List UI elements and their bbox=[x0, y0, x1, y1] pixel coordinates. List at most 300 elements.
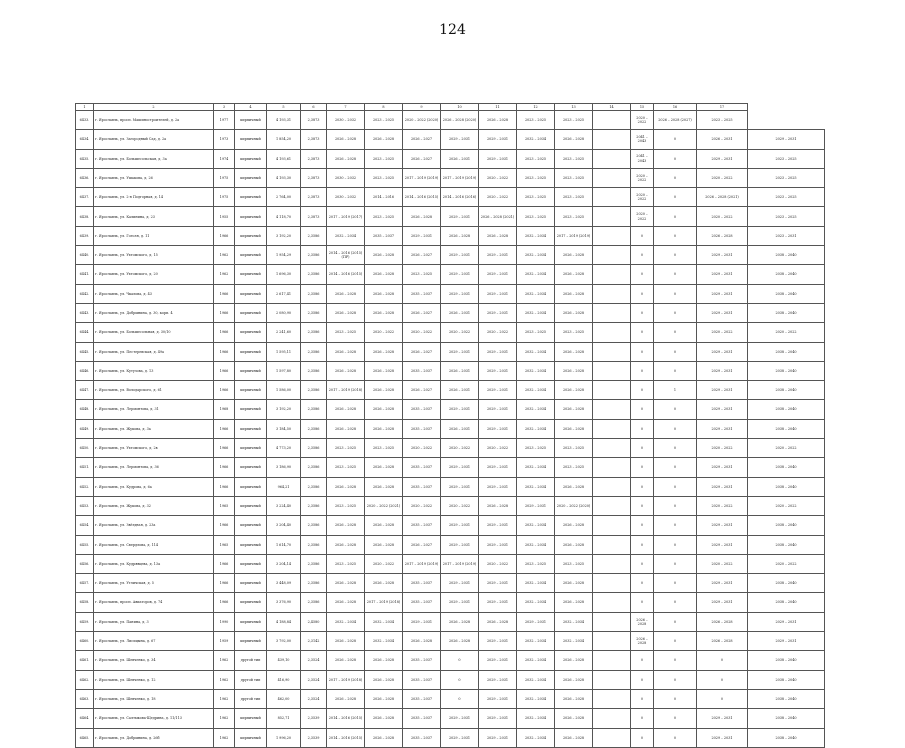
table-cell: 2014 – 2016 (2015)(ПР) bbox=[327, 246, 365, 265]
table-cell: кирпичный bbox=[235, 419, 267, 438]
table-cell: 2029 – 2031 bbox=[479, 516, 517, 535]
table-row bbox=[76, 535, 825, 554]
address-cell: г. Ярославль, ул. Добрынина, д. 30, корп. 4 bbox=[94, 303, 214, 322]
table-cell: 2,3586 bbox=[301, 593, 327, 612]
table-cell: 2026 – 2028 bbox=[441, 612, 479, 631]
table-cell: 2,3873 bbox=[301, 188, 327, 207]
table-cell-empty bbox=[593, 207, 631, 226]
table-cell: 2026 – 2028 bbox=[365, 535, 403, 554]
table-cell: 1 696,30 bbox=[267, 265, 301, 284]
table-cell: 2023 – 2025 bbox=[327, 458, 365, 477]
table-cell: 3 184,50 bbox=[267, 419, 301, 438]
table-cell: 0 bbox=[654, 188, 697, 207]
table-cell: 2026 – 2027 bbox=[403, 149, 441, 168]
column-header-11: 11 bbox=[479, 104, 517, 111]
table-row bbox=[76, 651, 825, 670]
table-cell: 2038 – 2040 bbox=[748, 709, 825, 728]
table-cell: 2029 – 2031 bbox=[697, 574, 748, 593]
table-cell: кирпичный bbox=[235, 381, 267, 400]
table-cell: 2032 – 2034 bbox=[365, 612, 403, 631]
table-cell: 2026 – 2028 bbox=[555, 246, 593, 265]
table-cell: 2035 – 2037 bbox=[403, 709, 441, 728]
table-cell: 2026 – 2028 bbox=[327, 574, 365, 593]
table-cell: 2,3873 bbox=[301, 130, 327, 149]
table-cell: 2035 – 2037 bbox=[403, 593, 441, 612]
table-cell: 2029 – 2031 bbox=[697, 477, 748, 496]
table-cell: кирпичный bbox=[235, 632, 267, 651]
table-cell: 6462. bbox=[76, 670, 94, 689]
table-cell: 0 bbox=[631, 439, 654, 458]
table-cell: 1966 bbox=[214, 226, 235, 245]
table-cell: 1966 bbox=[214, 458, 235, 477]
table-cell: 0 bbox=[441, 670, 479, 689]
table-cell: 2026 – 2028 bbox=[327, 419, 365, 438]
table-cell: 2026 – 2028 bbox=[365, 516, 403, 535]
table-cell: 2023 – 2025 bbox=[327, 496, 365, 515]
table-cell: 6458. bbox=[76, 593, 94, 612]
table-cell: 1977 bbox=[214, 111, 235, 130]
table-cell: 2026 – 2028 bbox=[365, 342, 403, 361]
table-cell: 2029 – 2031 bbox=[748, 632, 825, 651]
table-cell: 1959 bbox=[214, 632, 235, 651]
table-cell: 0 bbox=[654, 535, 697, 554]
table-cell-empty bbox=[593, 188, 631, 207]
table-cell: 2029 – 2031 bbox=[479, 535, 517, 554]
table-cell: 1966 bbox=[214, 439, 235, 458]
table-cell: 0 bbox=[654, 477, 697, 496]
table-cell: 0 bbox=[654, 400, 697, 419]
table-cell: 2020 – 2022 bbox=[479, 439, 517, 458]
header-row bbox=[76, 104, 825, 111]
table-cell: 0 bbox=[631, 381, 654, 400]
table-cell: 2029 – 2031 bbox=[697, 381, 748, 400]
table-cell: 6448. bbox=[76, 400, 94, 419]
table-cell: 2017 – 2019 (2018) bbox=[327, 670, 365, 689]
table-cell: 2032 – 2034 bbox=[517, 303, 555, 322]
table-cell: 2032 – 2034 bbox=[517, 458, 555, 477]
table-cell: 2,3586 bbox=[301, 361, 327, 380]
table-cell: 2017 – 2019 (2018) bbox=[327, 381, 365, 400]
table-cell: 2020 – 2022 bbox=[403, 439, 441, 458]
table-cell: 1975 bbox=[214, 188, 235, 207]
table-cell: 2035 – 2037 bbox=[403, 574, 441, 593]
table-cell-empty bbox=[593, 496, 631, 515]
table-row bbox=[76, 632, 825, 651]
address-cell: г. Ярославль, ул. Салтыкова-Щедрина, д. 11/113 bbox=[94, 709, 214, 728]
table-cell: 2026 – 2028 bbox=[555, 342, 593, 361]
table-row bbox=[76, 516, 825, 535]
table-cell: 2029 – 2031 bbox=[697, 458, 748, 477]
table-cell: 2032 – 2034 bbox=[517, 516, 555, 535]
table-cell: 2029 – 2031 bbox=[748, 130, 825, 149]
table-cell: 2030 – 2032 bbox=[327, 188, 365, 207]
table-cell: 2023 – 2025 bbox=[555, 207, 593, 226]
table-cell: 2026 – 2028 bbox=[365, 381, 403, 400]
table-cell: 1962 bbox=[214, 689, 235, 708]
table-cell: 6446. bbox=[76, 361, 94, 380]
column-header-13: 13 bbox=[555, 104, 593, 111]
table-cell: 4 193,31 bbox=[267, 111, 301, 130]
table-cell-empty bbox=[593, 226, 631, 245]
table-row bbox=[76, 458, 825, 477]
column-header-14: 14 bbox=[593, 104, 631, 111]
table-cell: 4 193,30 bbox=[267, 168, 301, 187]
table-cell: 2023 – 2025 bbox=[517, 149, 555, 168]
table-cell: 2035 – 2037 bbox=[403, 361, 441, 380]
table-cell: 2020 – 2022 bbox=[441, 439, 479, 458]
table-cell: 1966 bbox=[214, 593, 235, 612]
table-cell: 6439. bbox=[76, 226, 94, 245]
table-cell: 2020 – 2022 bbox=[631, 188, 654, 207]
table-cell-empty bbox=[593, 400, 631, 419]
table-cell: 0 bbox=[631, 303, 654, 322]
table-cell: 2026 – 2028 bbox=[365, 265, 403, 284]
table-cell-empty bbox=[593, 303, 631, 322]
table-cell: 2026 – 2028 bbox=[555, 381, 593, 400]
table-cell: 2026 – 2028 bbox=[365, 130, 403, 149]
table-cell: 2,3873 bbox=[301, 168, 327, 187]
table-cell: 2032 – 2034 bbox=[517, 651, 555, 670]
table-cell: 2026 – 2028 bbox=[555, 400, 593, 419]
table-cell: 3 192,20 bbox=[267, 400, 301, 419]
table-cell: 2026 – 2028 bbox=[365, 303, 403, 322]
table-cell: 2026 – 2031 bbox=[441, 303, 479, 322]
table-cell: 2020 – 2022 bbox=[479, 188, 517, 207]
table-cell: 6442. bbox=[76, 284, 94, 303]
table-cell: 6444. bbox=[76, 323, 94, 342]
table-cell: 2,3586 bbox=[301, 381, 327, 400]
table-cell: 2023 – 2025 bbox=[327, 554, 365, 573]
table-header bbox=[76, 104, 825, 111]
address-cell: г. Ярославль, ул. Жукова, д. 3а bbox=[94, 419, 214, 438]
table-cell: 0 bbox=[654, 689, 697, 708]
column-header-4: 4 bbox=[235, 104, 267, 111]
table-cell: 2026 – 2028 bbox=[479, 111, 517, 130]
table-cell: 2020 – 2022 bbox=[697, 207, 748, 226]
table-cell: 0 bbox=[631, 728, 654, 747]
table-cell: 2038 – 2040 bbox=[748, 516, 825, 535]
table-cell: 6465. bbox=[76, 728, 94, 747]
column-header-6: 6 bbox=[301, 104, 327, 111]
column-header-10: 10 bbox=[441, 104, 479, 111]
table-cell: 2038 – 2040 bbox=[748, 400, 825, 419]
table-cell: 2029 – 2031 bbox=[403, 226, 441, 245]
table-row bbox=[76, 709, 825, 728]
table-cell: 2026 – 2028 bbox=[365, 477, 403, 496]
table-cell: 2026 – 2027 bbox=[403, 246, 441, 265]
table-cell: 2029 – 2031 bbox=[441, 284, 479, 303]
table-cell: 2,3586 bbox=[301, 226, 327, 245]
table-cell: 2023 – 2025 bbox=[327, 439, 365, 458]
table-cell: 2026 – 2028 bbox=[555, 130, 593, 149]
table-cell: 1966 bbox=[214, 323, 235, 342]
table-cell: 2026 – 2028 (2020) bbox=[441, 111, 479, 130]
table-cell: 2026 – 2028 bbox=[365, 458, 403, 477]
table-cell: 2038 – 2040 bbox=[748, 381, 825, 400]
table-cell: 0 bbox=[654, 632, 697, 651]
table-cell: 2038 – 2040 bbox=[748, 303, 825, 322]
table-cell: 0 bbox=[654, 612, 697, 631]
table-cell: 2035 – 2037 bbox=[403, 516, 441, 535]
table-cell: 2020 – 2022 bbox=[697, 168, 748, 187]
table-cell: 6436. bbox=[76, 168, 94, 187]
table-row bbox=[76, 593, 825, 612]
table-cell: 0 bbox=[654, 168, 697, 187]
table-cell: 4 188,84 bbox=[267, 612, 301, 631]
table-cell: 2029 – 2031 bbox=[441, 728, 479, 747]
table-cell: 2029 – 2031 bbox=[403, 612, 441, 631]
table-cell: 2020 – 2022 bbox=[748, 323, 825, 342]
table-cell: 1 614,70 bbox=[267, 535, 301, 554]
table-cell: 2026 – 2028 bbox=[555, 709, 593, 728]
table-cell: 2032 – 2034 bbox=[517, 226, 555, 245]
table-cell: 2017 – 2019 (2019) bbox=[403, 554, 441, 573]
table-cell: 2029 – 2031 bbox=[697, 303, 748, 322]
column-header-8: 8 bbox=[365, 104, 403, 111]
table-cell: 2038 – 2040 bbox=[748, 670, 825, 689]
table-row bbox=[76, 361, 825, 380]
table-cell: 2038 – 2040 bbox=[748, 651, 825, 670]
table-cell: 1962 bbox=[214, 709, 235, 728]
table-cell: 0 bbox=[631, 574, 654, 593]
table-cell: 0 bbox=[631, 323, 654, 342]
table-cell: 2032 – 2034 bbox=[517, 709, 555, 728]
table-cell: 6454. bbox=[76, 516, 94, 535]
column-header-9: 9 bbox=[403, 104, 441, 111]
table-cell: 2041 – 2043 bbox=[631, 130, 654, 149]
table-cell: 2020 – 2022 bbox=[479, 323, 517, 342]
table-cell: 2029 – 2031 bbox=[697, 593, 748, 612]
table-cell: 2029 – 2031 bbox=[697, 149, 748, 168]
table-cell: 0 bbox=[631, 342, 654, 361]
table-cell: 2,3586 bbox=[301, 400, 327, 419]
address-cell: г. Ярославль, ул. Большесольская, д. 3а bbox=[94, 149, 214, 168]
table-cell: 2029 – 2031 bbox=[479, 574, 517, 593]
table-cell: 2020 – 2022 bbox=[403, 496, 441, 515]
table-cell: 2014 – 2016 (2015) bbox=[403, 188, 441, 207]
table-cell: 2029 – 2031 bbox=[479, 400, 517, 419]
table-cell: 0 bbox=[631, 593, 654, 612]
table-cell: 2020 – 2022 bbox=[631, 111, 654, 130]
table-cell: 852,71 bbox=[267, 709, 301, 728]
table-cell: 2020 – 2022 bbox=[365, 554, 403, 573]
table-cell: 1962 bbox=[214, 246, 235, 265]
table-cell: 2029 – 2031 bbox=[517, 496, 555, 515]
table-cell: 0 bbox=[654, 207, 697, 226]
table-cell: 6459. bbox=[76, 612, 94, 631]
address-cell: г. Ярославль, ул. 2-я Подгорная, д. 14 bbox=[94, 188, 214, 207]
table-row bbox=[76, 496, 825, 515]
table-cell: 1975 bbox=[214, 168, 235, 187]
table-cell: 2023 – 2025 bbox=[555, 111, 593, 130]
table-cell: 2,3586 bbox=[301, 342, 327, 361]
schedule-table-wrapper bbox=[75, 103, 825, 748]
table-cell: 2026 – 2027 bbox=[403, 342, 441, 361]
table-cell: 0 bbox=[654, 709, 697, 728]
table-cell: 4 118,70 bbox=[267, 207, 301, 226]
table-row bbox=[76, 284, 825, 303]
table-cell-empty bbox=[593, 458, 631, 477]
address-cell: г. Ярославль, ул. Кудрова, д. 6а bbox=[94, 477, 214, 496]
table-cell: 2032 – 2034 bbox=[517, 284, 555, 303]
table-cell: кирпичный bbox=[235, 400, 267, 419]
table-cell: 2032 – 2034 bbox=[365, 632, 403, 651]
table-cell: 2026 – 2028 bbox=[441, 632, 479, 651]
table-cell: 2035 – 2037 bbox=[403, 651, 441, 670]
table-cell: 2029 – 2031 bbox=[697, 535, 748, 554]
table-cell: 2029 – 2031 bbox=[479, 709, 517, 728]
table-cell: 2023 – 2025 bbox=[697, 111, 748, 130]
table-cell: 1973 bbox=[214, 130, 235, 149]
table-cell: 2020 – 2022 bbox=[403, 323, 441, 342]
table-cell: 0 bbox=[631, 516, 654, 535]
column-header-3: 3 bbox=[214, 104, 235, 111]
table-cell: кирпичный bbox=[235, 168, 267, 187]
table-cell: 2023 – 2025 bbox=[517, 188, 555, 207]
table-row bbox=[76, 168, 825, 187]
table-cell: 1966 bbox=[214, 303, 235, 322]
table-cell-empty bbox=[593, 381, 631, 400]
table-cell: 2026 – 2028 bbox=[479, 226, 517, 245]
table-cell: 3 204,14 bbox=[267, 554, 301, 573]
table-cell: 2,3586 bbox=[301, 439, 327, 458]
table-cell: кирпичный bbox=[235, 188, 267, 207]
table-cell: 2026 – 2028 bbox=[403, 632, 441, 651]
table-cell: кирпичный bbox=[235, 554, 267, 573]
table-cell: 6457. bbox=[76, 574, 94, 593]
address-cell: г. Ярославль, ул. Кудрявцева, д. 13а bbox=[94, 554, 214, 573]
table-cell: 2023 – 2025 bbox=[365, 207, 403, 226]
table-cell: 2029 – 2031 bbox=[479, 361, 517, 380]
table-cell: 2026 – 2028 bbox=[555, 689, 593, 708]
table-cell: 2026 – 2028 bbox=[555, 651, 593, 670]
table-cell: 2029 – 2031 bbox=[697, 342, 748, 361]
table-cell: 2 764,00 bbox=[267, 188, 301, 207]
table-cell: 6434. bbox=[76, 130, 94, 149]
table-cell: 1966 bbox=[214, 284, 235, 303]
table-cell: 1965 bbox=[214, 496, 235, 515]
table-cell: 2020 – 2022 bbox=[697, 496, 748, 515]
table-row bbox=[76, 130, 825, 149]
table-cell: 2032 – 2034 bbox=[517, 381, 555, 400]
table-cell: 2020 – 2022 (2021) bbox=[365, 496, 403, 515]
table-cell: 1965 bbox=[214, 535, 235, 554]
table-cell: 2029 – 2031 bbox=[441, 709, 479, 728]
table-cell: кирпичный bbox=[235, 207, 267, 226]
address-cell: г. Ярославль, просп. Машиностроителей, д. 2а bbox=[94, 111, 214, 130]
table-cell-empty bbox=[593, 535, 631, 554]
table-cell: 1966 bbox=[214, 361, 235, 380]
table-cell: 2029 – 2031 bbox=[441, 265, 479, 284]
table-cell: 0 bbox=[441, 651, 479, 670]
address-cell: г. Ярославль, ул. Володарского, д. 61 bbox=[94, 381, 214, 400]
table-cell: 2014 – 2016 (2015) bbox=[327, 265, 365, 284]
table-cell: 0 bbox=[654, 149, 697, 168]
table-cell: 0 bbox=[631, 246, 654, 265]
table-cell: 6450. bbox=[76, 439, 94, 458]
table-cell: 6461. bbox=[76, 651, 94, 670]
table-cell: 2026 – 2028 bbox=[365, 728, 403, 747]
table-cell: 1966 bbox=[214, 419, 235, 438]
table-cell: 2,3586 bbox=[301, 516, 327, 535]
table-row bbox=[76, 265, 825, 284]
table-cell: 0 bbox=[654, 303, 697, 322]
table-cell: 2,3586 bbox=[301, 554, 327, 573]
table-cell: 2023 – 2025 bbox=[555, 168, 593, 187]
address-cell: г. Ярославль, ул. Большесольная, д. 30/10 bbox=[94, 323, 214, 342]
table-cell: 2023 – 2025 bbox=[365, 168, 403, 187]
table-cell: 1 586,00 bbox=[267, 381, 301, 400]
table-cell: 2026 – 2028 bbox=[555, 574, 593, 593]
table-cell: 2026 – 2028 bbox=[365, 651, 403, 670]
table-cell: 2032 – 2034 bbox=[517, 419, 555, 438]
table-row bbox=[76, 670, 825, 689]
address-cell: г. Ярославль, ул. Загородный Сад, д. 2а bbox=[94, 130, 214, 149]
table-cell: 0 bbox=[631, 361, 654, 380]
table-cell: 6456. bbox=[76, 554, 94, 573]
table-cell: 2026 – 2028 bbox=[365, 574, 403, 593]
table-cell: 3 448,09 bbox=[267, 574, 301, 593]
table-cell: 2,3586 bbox=[301, 246, 327, 265]
table-cell: 2038 – 2040 bbox=[748, 728, 825, 747]
table-cell: 2029 – 2031 bbox=[441, 130, 479, 149]
table-cell: 6433. bbox=[76, 111, 94, 130]
table-cell: 2,3586 bbox=[301, 574, 327, 593]
table-cell-empty bbox=[593, 554, 631, 573]
table-cell: кирпичный bbox=[235, 593, 267, 612]
table-cell: 2032 – 2034 bbox=[517, 574, 555, 593]
table-cell: 0 bbox=[631, 670, 654, 689]
table-cell: 1 954,29 bbox=[267, 246, 301, 265]
table-cell: 2038 – 2040 bbox=[748, 342, 825, 361]
table-cell: 2026 – 2028 bbox=[555, 535, 593, 554]
table-cell: кирпичный bbox=[235, 439, 267, 458]
table-cell: 2020 – 2022 bbox=[365, 323, 403, 342]
table-cell: 0 bbox=[631, 535, 654, 554]
table-cell: 0 bbox=[654, 574, 697, 593]
table-cell: 0 bbox=[631, 400, 654, 419]
table-row bbox=[76, 554, 825, 573]
table-cell: 2029 – 2031 bbox=[479, 130, 517, 149]
table-cell: 2023 – 2025 bbox=[365, 439, 403, 458]
address-cell: г. Ярославль, ул. Угличская, д. 5 bbox=[94, 574, 214, 593]
address-cell: г. Ярославль, ул. Шевченко, д. 12 bbox=[94, 670, 214, 689]
table-cell: кирпичный bbox=[235, 284, 267, 303]
table-cell: 1966 bbox=[214, 342, 235, 361]
table-cell: 2026 – 2028 bbox=[365, 400, 403, 419]
table-cell: 0 bbox=[631, 458, 654, 477]
table-cell: 2023 – 2025 bbox=[517, 323, 555, 342]
table-cell: 2020 – 2022 (2020) bbox=[555, 496, 593, 515]
address-cell: г. Ярославль, ул. Шевченко, д. 18 bbox=[94, 689, 214, 708]
table-cell-empty bbox=[593, 632, 631, 651]
table-cell: 2020 – 2022 bbox=[479, 554, 517, 573]
table-cell: 0 bbox=[631, 419, 654, 438]
table-cell: 2032 – 2034 bbox=[555, 632, 593, 651]
column-header-5: 5 bbox=[267, 104, 301, 111]
table-cell: 1 595,11 bbox=[267, 342, 301, 361]
table-cell: 6445. bbox=[76, 342, 94, 361]
table-cell: 2029 – 2031 bbox=[697, 265, 748, 284]
table-cell: 2026 – 2028 bbox=[555, 670, 593, 689]
table-cell: 0 bbox=[631, 554, 654, 573]
table-cell: 6447. bbox=[76, 381, 94, 400]
table-cell: 2026 – 2031 bbox=[441, 361, 479, 380]
page-number: 124 bbox=[439, 22, 466, 38]
table-row bbox=[76, 323, 825, 342]
table-cell: 2032 – 2034 bbox=[517, 342, 555, 361]
table-cell: 4 773,20 bbox=[267, 439, 301, 458]
